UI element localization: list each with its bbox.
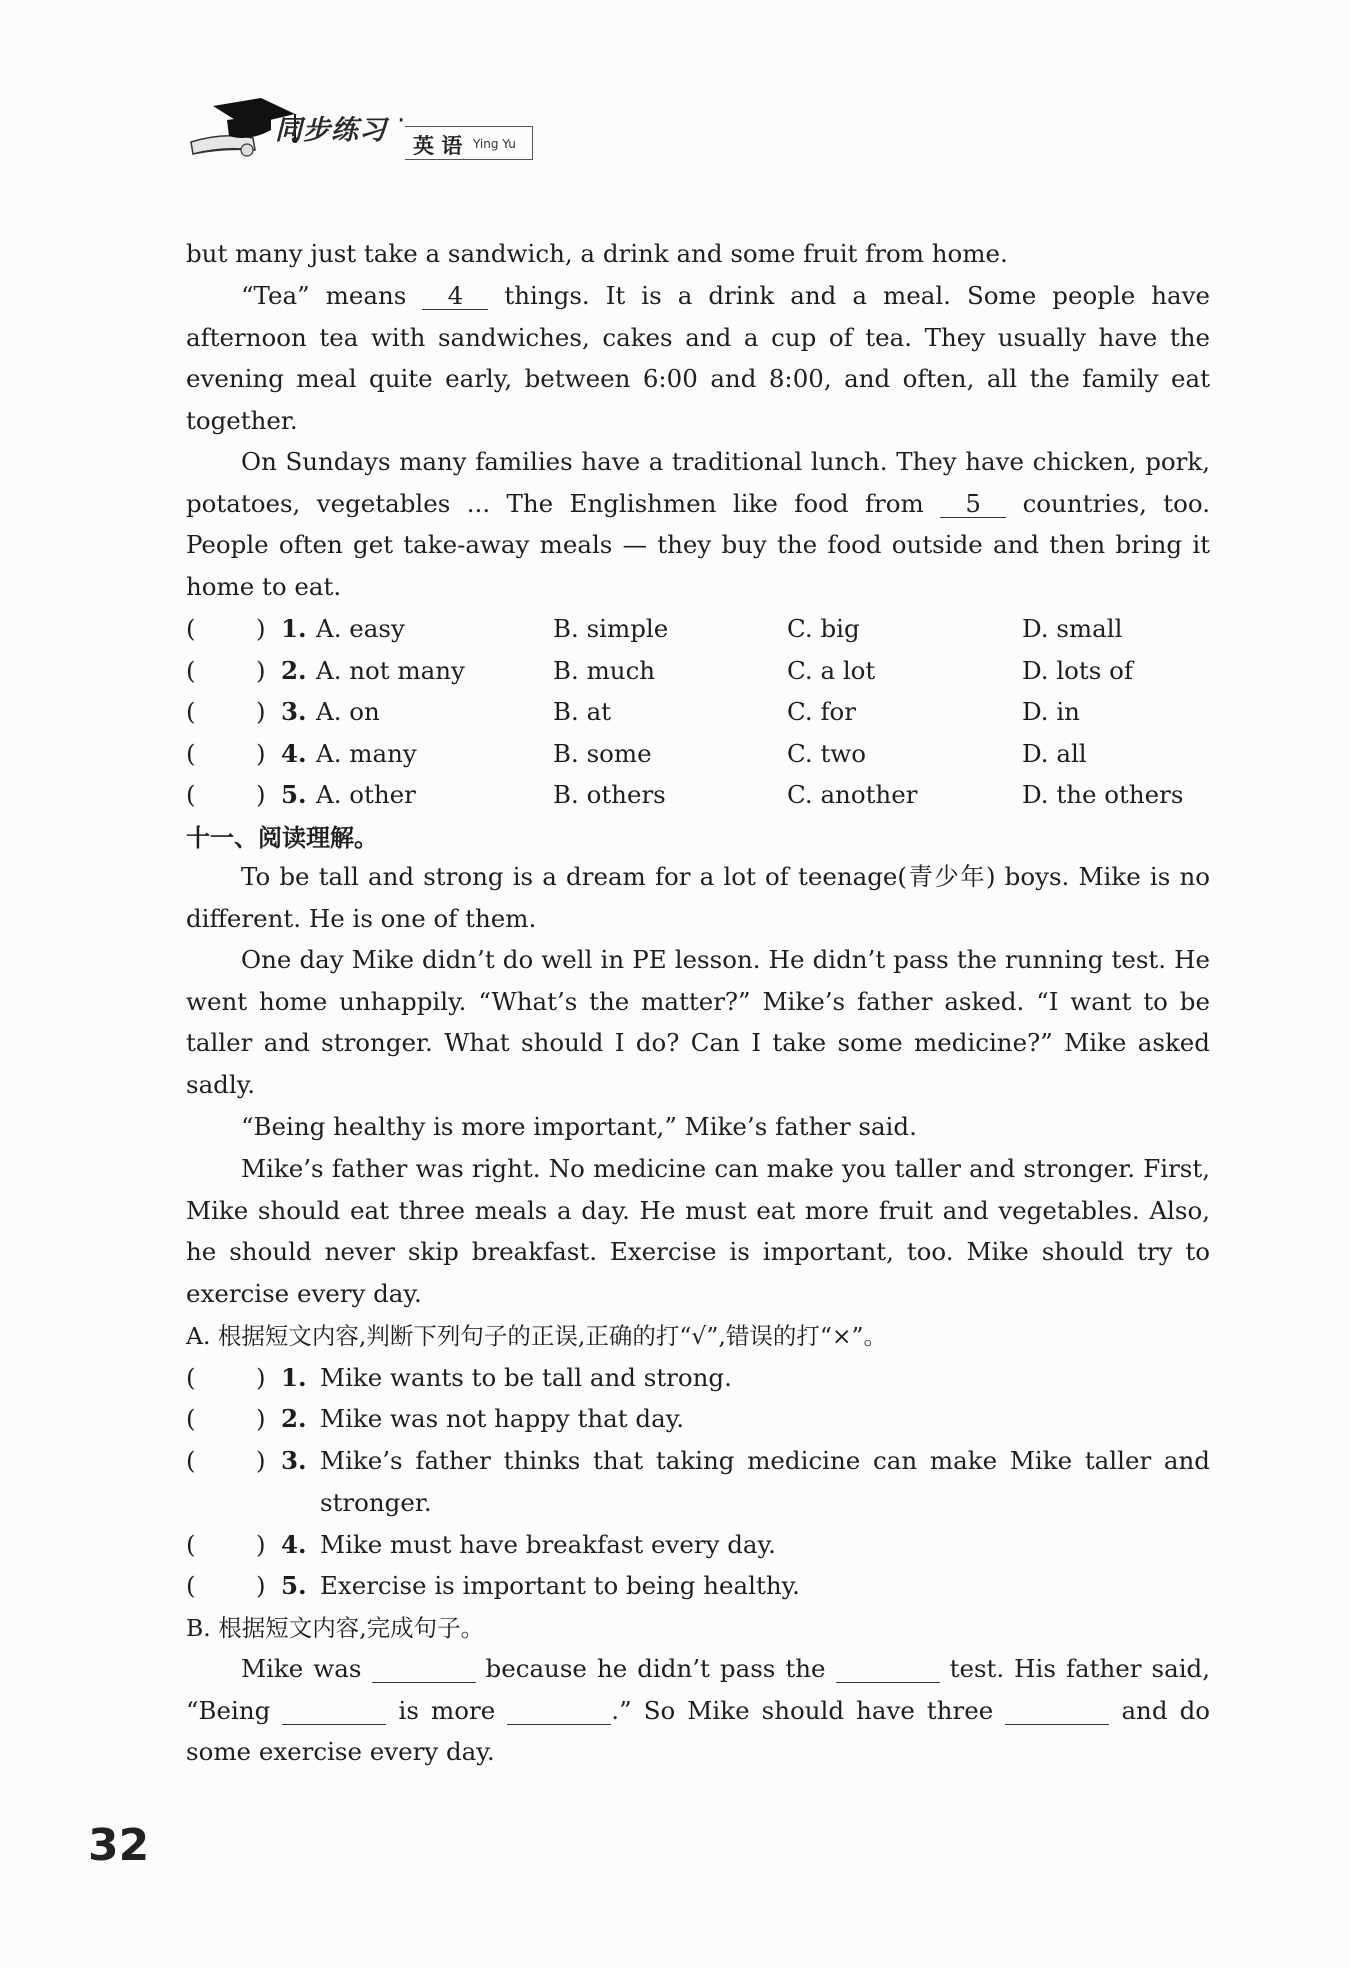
- tf-statement: Exercise is important to being healthy.: [320, 1571, 800, 1600]
- cloze-p2-after: things. It is a drink and a meal. Some people have afternoon tea with sandwiches, cakes and a cup of tea. They usually have the evening meal quite early, between 6:00 and 8:00, and often, all the family eat together.: [186, 281, 1211, 435]
- option-a: A. easy: [316, 614, 405, 643]
- answer-paren-right[interactable]: ): [256, 1446, 266, 1475]
- tf-number: 4.: [281, 1530, 307, 1559]
- answer-paren-left[interactable]: (: [186, 1530, 196, 1559]
- answer-paren-right[interactable]: ): [256, 697, 266, 727]
- cloze-line-1: but many just take a sandwich, a drink and some fruit from home.: [186, 239, 1008, 268]
- answer-paren-left[interactable]: (: [186, 1404, 196, 1433]
- section-11-title: 十一、阅读理解。: [186, 824, 378, 852]
- part-b-text-2: because he didn’t pass the: [485, 1654, 826, 1683]
- option-c: C. for: [787, 697, 856, 727]
- question-number: 5.: [281, 780, 307, 810]
- tf-number: 5.: [281, 1571, 307, 1600]
- cloze-p2-before: “Tea” means: [241, 281, 407, 310]
- option-d: D. in: [1022, 697, 1080, 727]
- cloze-paragraph-2: [186, 275, 1210, 441]
- answer-paren-right[interactable]: ): [256, 1404, 266, 1433]
- option-d: D. lots of: [1022, 655, 1133, 685]
- option-b: B. at: [553, 697, 612, 727]
- answer-paren-left[interactable]: (: [186, 697, 196, 727]
- option-b: B. others: [553, 780, 666, 810]
- reading-paragraph-4: Mike’s father was right. No medicine can make you taller and stronger. First, Mike should eat three meals a day. He must eat more fruit and vegetables. Also, he should never skip breakfast. Exercise is important, too. Mike should try to exercise every day.: [186, 1154, 1210, 1308]
- reading-paragraph-1: To be tall and strong is a dream for a lot of teenage(青少年) boys. Mike is no different. He is one of them.: [186, 862, 1210, 933]
- answer-paren-left[interactable]: (: [186, 1446, 196, 1475]
- subject-label: 英 语: [413, 134, 463, 158]
- option-c: C. a lot: [787, 655, 876, 685]
- answer-paren-left[interactable]: (: [186, 738, 196, 768]
- question-number: 2.: [281, 655, 307, 685]
- part-b-text-3: test. His father said, “Being: [186, 1654, 1211, 1725]
- answer-paren-right[interactable]: ): [256, 1363, 266, 1392]
- part-b-blank-1[interactable]: [372, 1656, 476, 1683]
- tf-statement: Mike wants to be tall and strong.: [320, 1363, 732, 1392]
- part-b-blank-2[interactable]: [836, 1656, 940, 1683]
- option-b: B. some: [553, 738, 652, 768]
- answer-paren-left[interactable]: (: [186, 614, 196, 643]
- tf-statement-continued: stronger.: [320, 1487, 432, 1517]
- answer-paren-right[interactable]: ): [256, 614, 266, 643]
- option-b: B. much: [553, 655, 656, 685]
- option-c: C. two: [787, 738, 867, 768]
- question-number: 4.: [281, 738, 307, 768]
- answer-paren-right[interactable]: ): [256, 1530, 266, 1559]
- tf-statement: Mike must have breakfast every day.: [320, 1530, 776, 1559]
- option-a: A. many: [316, 738, 417, 768]
- question-number: 3.: [281, 697, 307, 727]
- answer-paren-right[interactable]: ): [256, 780, 266, 810]
- option-a: A. not many: [316, 655, 465, 685]
- brand-title: 同步练习: [275, 115, 387, 146]
- cloze-blank-4: 4: [422, 283, 488, 310]
- answer-paren-right[interactable]: ): [256, 655, 266, 685]
- part-b-text-4: is more: [398, 1695, 496, 1725]
- tf-number: 3.: [281, 1446, 307, 1475]
- tf-statement: Mike was not happy that day.: [320, 1404, 685, 1433]
- cloze-p3-after: countries, too. People often get take-away meals — they buy the food outside and then bring it home to eat.: [186, 488, 1210, 601]
- page-header: [183, 92, 543, 172]
- option-d: D. all: [1022, 738, 1087, 768]
- cloze-paragraph-3: [186, 441, 1210, 607]
- option-c: C. big: [787, 614, 860, 643]
- answer-paren-left[interactable]: (: [186, 1571, 196, 1600]
- subject-pinyin: Ying Yu: [473, 137, 516, 151]
- option-d: D. the others: [1022, 780, 1184, 810]
- question-number: 1.: [281, 614, 307, 643]
- option-a: A. other: [316, 780, 416, 810]
- part-b-text-1: Mike was: [241, 1654, 362, 1683]
- answer-paren-right[interactable]: ): [256, 1571, 266, 1600]
- reading-paragraph-3: “Being healthy is more important,” Mike’s father said.: [241, 1112, 917, 1141]
- tf-number: 1.: [281, 1363, 307, 1392]
- part-b-instruction: B. 根据短文内容,完成句子。: [186, 1614, 485, 1642]
- part-b-text-6: and do some exercise every day.: [186, 1695, 1211, 1766]
- part-b-text-5: .” So Mike should have three: [611, 1695, 994, 1725]
- page-number: 32: [88, 1820, 150, 1871]
- part-b-blank-4[interactable]: [507, 1698, 611, 1725]
- answer-paren-right[interactable]: ): [256, 738, 266, 768]
- part-b-blank-5[interactable]: [1005, 1698, 1109, 1725]
- header-dot: ·: [397, 106, 406, 136]
- option-d: D. small: [1022, 614, 1123, 643]
- option-a: A. on: [316, 697, 380, 727]
- part-b-blank-3[interactable]: [282, 1698, 386, 1725]
- reading-paragraph-2: One day Mike didn’t do well in PE lesson. He didn’t pass the running test. He went home unhappily. “What’s the matter?” Mike’s father asked. “I want to be taller and stronger. What should I do? Can I take some medicine?” Mike asked sadly.: [186, 945, 1210, 1099]
- answer-paren-left[interactable]: (: [186, 780, 196, 810]
- tf-number: 2.: [281, 1404, 307, 1433]
- cloze-p3-before: On Sundays many families have a traditional lunch. They have chicken, pork, potatoes, vegetables ... The Englishmen like food from: [186, 447, 1210, 518]
- option-b: B. simple: [553, 614, 669, 643]
- answer-paren-left[interactable]: (: [186, 1363, 196, 1392]
- option-c: C. another: [787, 780, 918, 810]
- part-a-instruction: A. 根据短文内容,判断下列句子的正误,正确的打“√”,错误的打“×”。: [186, 1322, 888, 1350]
- tf-statement: Mike’s father thinks that taking medicine can make Mike taller and: [320, 1446, 1210, 1475]
- part-b-sentences: [186, 1648, 1210, 1773]
- answer-paren-left[interactable]: (: [186, 655, 196, 685]
- cloze-blank-5: 5: [940, 491, 1006, 518]
